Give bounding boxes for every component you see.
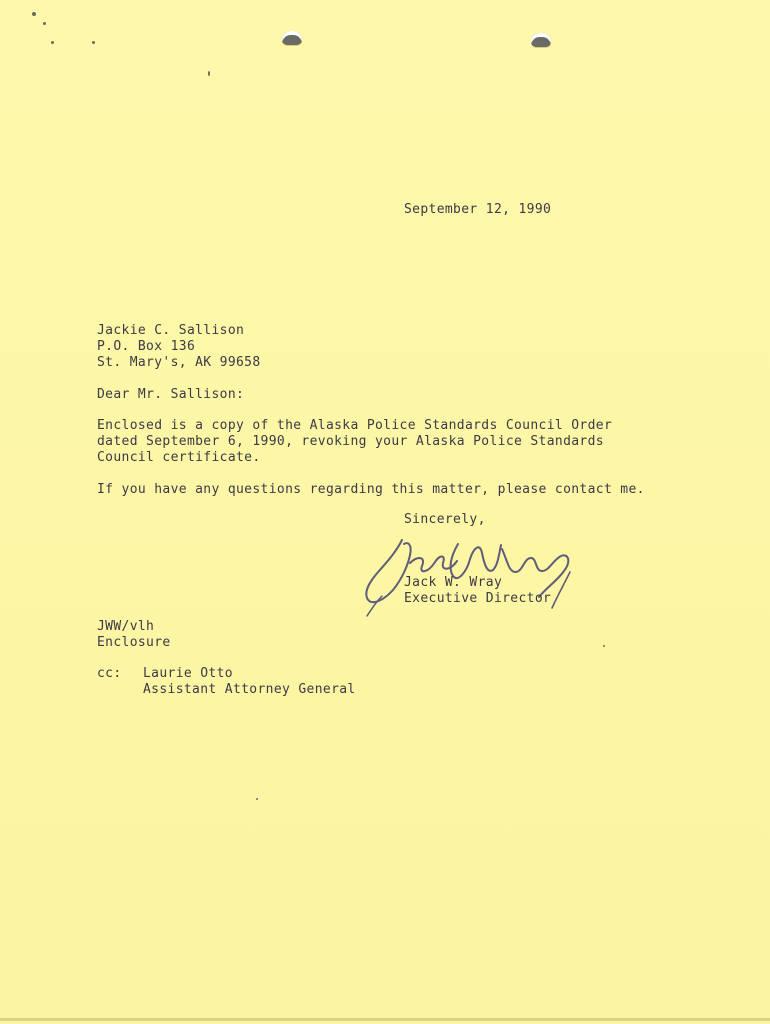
cc-label: cc: [97,666,122,681]
left-punch-hole-icon [282,31,302,45]
cc-name: Laurie Otto [143,666,233,681]
enclosure-note: Enclosure [97,635,171,650]
paper-mark-icon [32,12,36,16]
reference-initials: JWW/vlh [97,619,155,634]
recipient-name: Jackie C. Sallison [97,323,245,338]
paper-mark-icon [256,798,258,800]
right-punch-hole-icon [531,33,551,47]
paper-mark-icon [51,41,54,44]
body-paragraph-2: If you have any questions regarding this matter, please contact me. [97,482,645,497]
closing: Sincerely, [404,512,486,527]
paper-mark-icon [603,645,605,647]
signature-name: Jack W. Wray [404,575,503,590]
signature-title: Executive Director [404,591,552,606]
recipient-address-line-1: P.O. Box 136 [97,339,196,354]
recipient-address-line-2: St. Mary's, AK 99658 [97,355,261,370]
letter-date: September 12, 1990 [404,202,552,217]
paper-mark-icon [208,71,210,76]
salutation: Dear Mr. Sallison: [97,387,245,402]
body-paragraph-1-line-1: Enclosed is a copy of the Alaska Police Standards Council Order [97,418,613,433]
paper-mark-icon [43,22,46,25]
bottom-edge-line [0,1018,770,1021]
body-paragraph-1-line-3: Council certificate. [97,450,261,465]
body-paragraph-1-line-2: dated September 6, 1990, revoking your Alaska Police Standards [97,434,604,449]
cc-title: Assistant Attorney General [143,682,356,697]
paper-mark-icon [92,41,95,44]
